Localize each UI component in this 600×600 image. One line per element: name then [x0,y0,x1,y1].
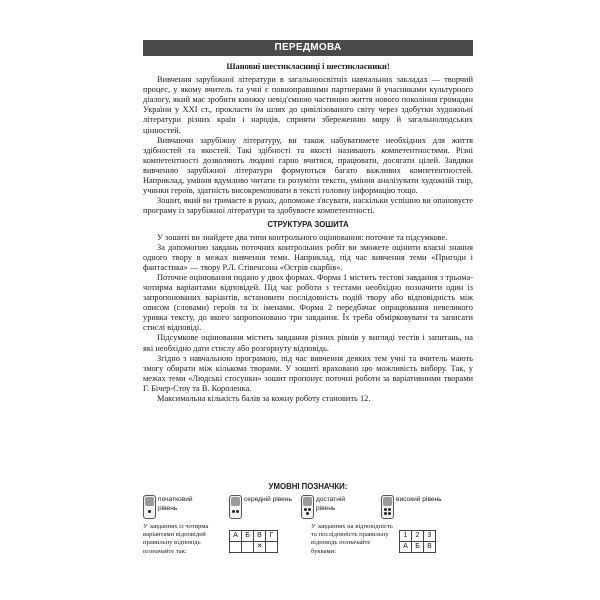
legend [143,495,473,521]
grid-letter: А [230,531,242,542]
structure-paragraph: Поточне оцінювання подано у двох формах. Форма 1 містить тестові завдання з трьома-чотирма варіантами відповідей. Під час роботи з тестами необхідно позначити один із запропонованих варіантів, встановити послідовність подій твору або відповідність між описом (словами) героїв та їх іменами. Форма 2 передбачає опрацювання невеликого уривка тексту, до якого запропоновано три завдання. Їх треба обмірковувати та записати стислі відповіді. [143,272,473,333]
intro-paragraph: Вивчаючи зарубіжну літературу, ви також набуватимете необхідних для життя здібностей та якостей. Такі здібності та якості називають компетентностями. Різні компетентності дозволяють людині гарно вчитися, працювати, досягати цілей. Завдяки вивченню зарубіжної літератури формуються багато важливих компетентностей. Наприклад, уміння вдумливо читати та розуміти тексти, уміння аналізувати художній твір, учинки героїв, здатність високремлювати в тексті головну інформацію тощо. [143,135,473,196]
grid-answer: В [424,542,436,553]
legend-label: початковий рівень [158,496,193,512]
grid-answer: Б [412,542,424,553]
structure-paragraph: Згідно з навчальною програмою, під час вивчення деяких тем учні та вчитель мають змогу обирати між кількома творами. У зошиті враховано цю можливість вибору. Так, у межах теми «Людські стосунки» зошит пропонує поточні роботи за варіативними творами Г. Бічер-Стоу та В. Короленка. [143,353,473,393]
grid-answer: А [400,542,412,553]
section-header [143,40,473,56]
legend-label: високий рівень [396,496,442,503]
matching-answer-grid [399,530,436,553]
choice-answer-grid [229,530,278,553]
structure-title: СТРУКТУРА ЗОШИТА [267,220,349,230]
grid-number: 3 [424,531,436,542]
intro-paragraph: Вивчення зарубіжної літератури в загальноосвітніх навчальних закладах — творчий процес, у якому вчитель та учні є повноправними партнерами й учасниками культурного діалогу, який має зробити книжку невід'ємною частиною життя нового покоління громадян України у XXI ст., прокласти їм шлях до цивілізованого світу через здобутки художньої літератури різних країн і народів, сприяти збереженню миру й загальнолюдських цінностей. [143,75,473,135]
hint-text-matching: У завданнях на відповідність та послідовність правильну відповідь позначайте буквами: [311,523,393,555]
section-title: ПЕРЕДМОВА [274,42,342,53]
level-sufficient-icon [301,495,314,519]
grid-number: 2 [412,531,424,542]
level-medium-icon [229,495,242,519]
grid-number: 1 [400,531,412,542]
legend-label: середній рівень [244,496,292,503]
structure-paragraph: У зошиті ви знайдете два типи контрольного оцінювання: поточне та підсумкове. [157,232,448,242]
greeting: Шановні шестикласниці і шестикласники! [226,62,390,71]
preface-content [143,62,473,404]
grid-letter: Б [242,531,254,542]
level-initial-icon [143,495,156,519]
grid-letter: В [254,531,266,542]
intro-paragraph: Зошит, який ви тримаєте в руках, допоможе з'ясувати, наскільки успішно ви опановуєте програму із зарубіжної літератури та здобуваєте компетентності. [143,196,473,216]
hint-text-choice: У завданнях із чотирма варіантами відповідей правильну відповідь позначайте так: [143,523,209,555]
legend-title: УМОВНІ ПОЗНАЧКИ: [268,482,348,491]
structure-paragraph: Максимальна кількість балів за кожну роботу становить 12. [157,394,371,403]
level-high-icon [381,495,394,519]
answer-hints [143,523,473,559]
structure-paragraph: За допомогою завдань поточних контрольних робіт ви зможете оцінити власні знання одного твору в межах вивчення теми. Наприклад, під час вивчення теми «Пригоди і фантастика» — твору Р.Л. Стівенсона «Острів скарбів». [143,242,473,272]
grid-letter: Г [266,531,278,542]
structure-paragraph: Підсумкове оцінювання містить завдання різних рівнів у вигляді тестів і запитань, на які необхідно дати стислу або розгорнуту відповідь. [143,333,473,353]
legend-label: достатній рівень [316,496,346,512]
cross-mark-icon: ✕ [254,542,266,553]
